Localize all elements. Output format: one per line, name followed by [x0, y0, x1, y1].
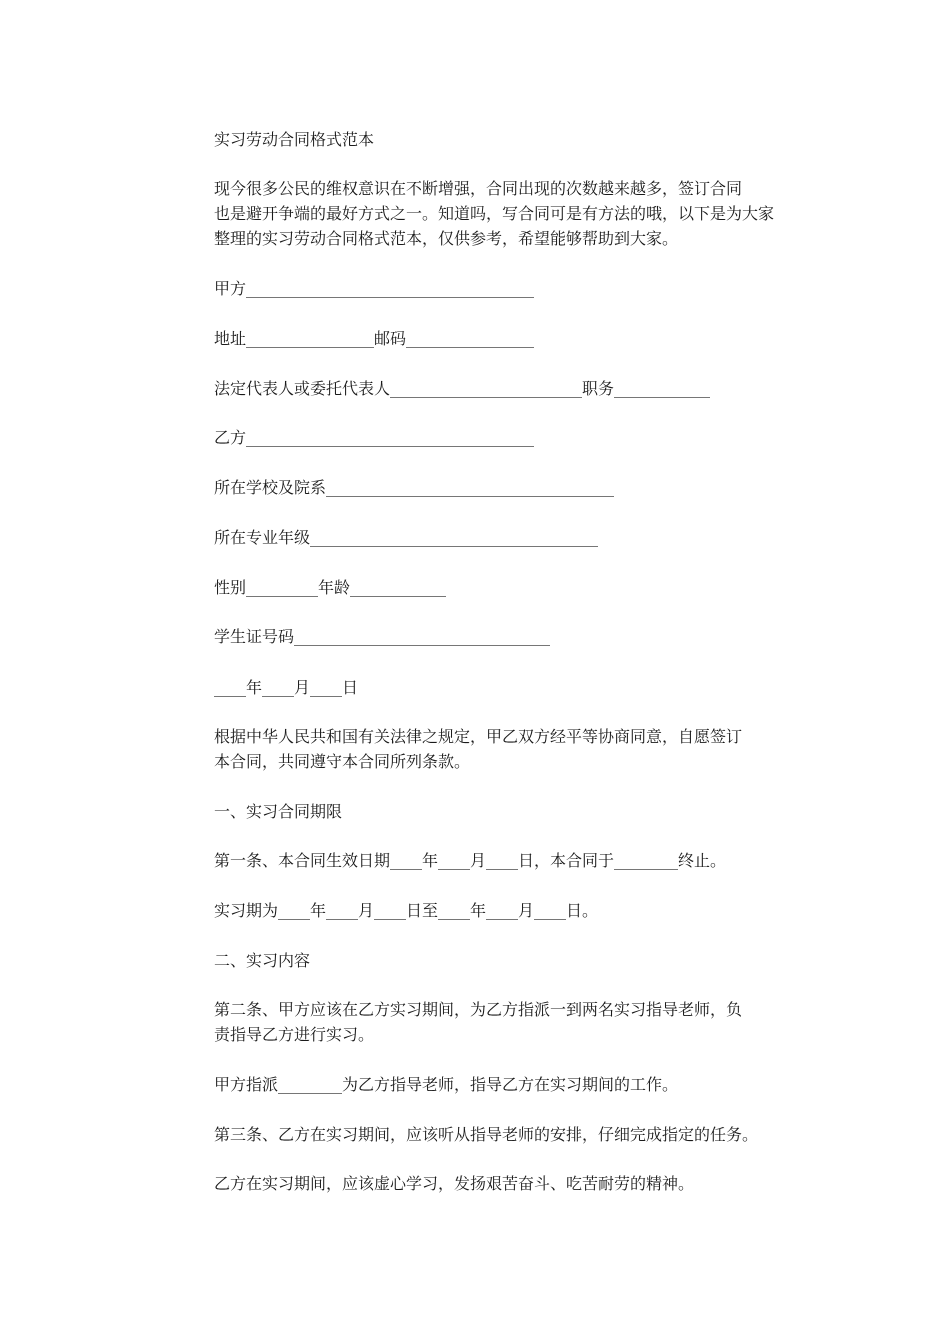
basis-line-2: 本合同，共同遵守本合同所列条款。 [214, 752, 471, 771]
field-party-a: 甲方____________________________________ [214, 279, 535, 298]
intro-line-2: 也是避开争端的最好方式之一。知道吗，写合同可是有方法的哦，以下是为大家 [214, 204, 775, 223]
supervisor-assignment: 甲方指派________为乙方指导老师，指导乙方在实习期间的工作。 [214, 1075, 679, 1094]
article-1: 第一条、本合同生效日期____年____月____日，本合同于________终止。 [214, 851, 727, 870]
article-2-paragraph [214, 997, 784, 1047]
basis-paragraph [214, 724, 784, 774]
field-major-grade: 所在专业年级____________________________________ [214, 528, 599, 547]
intern-attitude: 乙方在实习期间，应该虚心学习，发扬艰苦奋斗、吃苦耐劳的精神。 [214, 1174, 695, 1193]
article-2-line-2: 责指导乙方进行实习。 [214, 1025, 375, 1044]
internship-period: 实习期为____年____月____日至____年____月____日。 [214, 901, 599, 920]
intro-line-3: 整理的实习劳动合同格式范本，仅供参考，希望能够帮助到大家。 [214, 229, 679, 248]
field-party-b: 乙方____________________________________ [214, 428, 535, 447]
document-title: 实习劳动合同格式范本 [214, 130, 375, 149]
field-address-postcode: 地址________________邮码________________ [214, 329, 535, 348]
intro-line-1: 现今很多公民的维权意识在不断增强，合同出现的次数越来越多，签订合同 [214, 179, 743, 198]
section-2-heading: 二、实习内容 [214, 951, 311, 970]
field-representative-position: 法定代表人或委托代表人________________________职务____________ [214, 379, 711, 398]
field-school-department: 所在学校及院系____________________________________ [214, 478, 615, 497]
field-gender-age: 性别_________年龄____________ [214, 578, 447, 597]
field-student-id: 学生证号码________________________________ [214, 627, 551, 646]
field-date: ____年____月____日 [214, 678, 359, 697]
article-2-line-1: 第二条、甲方应该在乙方实习期间，为乙方指派一到两名实习指导老师，负 [214, 1000, 743, 1019]
section-1-heading: 一、实习合同期限 [214, 802, 343, 821]
basis-line-1: 根据中华人民共和国有关法律之规定，甲乙双方经平等协商同意，自愿签订 [214, 727, 743, 746]
intro-paragraph [214, 176, 784, 251]
article-3: 第三条、乙方在实习期间，应该听从指导老师的安排，仔细完成指定的任务。 [214, 1125, 759, 1144]
